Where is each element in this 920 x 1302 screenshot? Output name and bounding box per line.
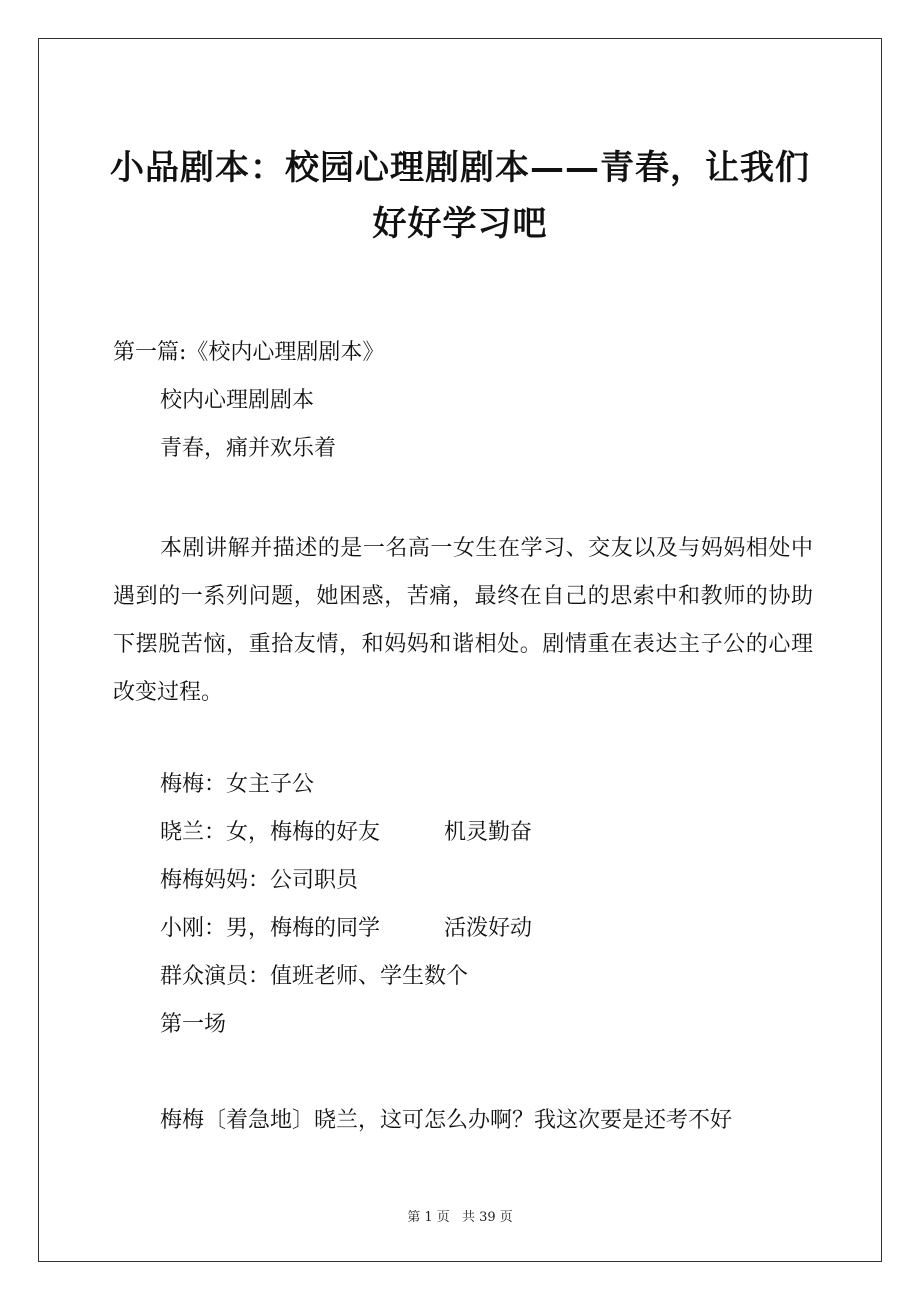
cast-line <box>160 818 532 848</box>
title-line-1: 小品剧本：校园心理剧剧本——青春，让我们 <box>110 148 810 188</box>
tagline: 青春，痛并欢乐着 <box>160 436 337 461</box>
cast-trait: 机灵勤奋 <box>444 820 533 845</box>
cast-line <box>160 770 314 800</box>
cast-role: 群众演员：值班老师、学生数个 <box>160 964 469 989</box>
scene-heading: 第一场 <box>160 1012 227 1037</box>
title-line-2: 好好学习吧 <box>372 204 548 244</box>
cast-role: 晓兰：女，梅梅的好友 <box>160 820 381 845</box>
subtitle: 校内心理剧剧本 <box>160 388 315 413</box>
cast-line <box>160 914 532 944</box>
document-title <box>70 140 850 252</box>
page-number: 第 1 页 <box>407 1210 450 1225</box>
cast-role: 梅梅妈妈：公司职员 <box>160 868 359 893</box>
intro-paragraph: 本剧讲解并描述的是一名高一女生在学习、交友以及与妈妈相处中遇到的一系列问题，她困惑，苦痛，最终在自己的思索中和教师的协助下摆脱苦恼，重拾友情，和妈妈和谐相处。剧情重在表达主子公的心理改变过程。 <box>113 536 813 705</box>
page-footer <box>0 1206 920 1225</box>
page-total: 共 39 页 <box>461 1210 513 1225</box>
dialogue-line: 梅梅〔着急地〕晓兰，这可怎么办啊？我这次要是还考不好 <box>160 1108 733 1133</box>
cast-line <box>160 962 468 992</box>
cast-line <box>160 866 358 896</box>
chapter-heading: 第一篇:《校内心理剧剧本》 <box>113 340 385 365</box>
cast-trait: 活泼好动 <box>444 916 533 941</box>
cast-role: 小刚：男，梅梅的同学 <box>160 916 381 941</box>
cast-role: 梅梅：女主子公 <box>160 772 315 797</box>
